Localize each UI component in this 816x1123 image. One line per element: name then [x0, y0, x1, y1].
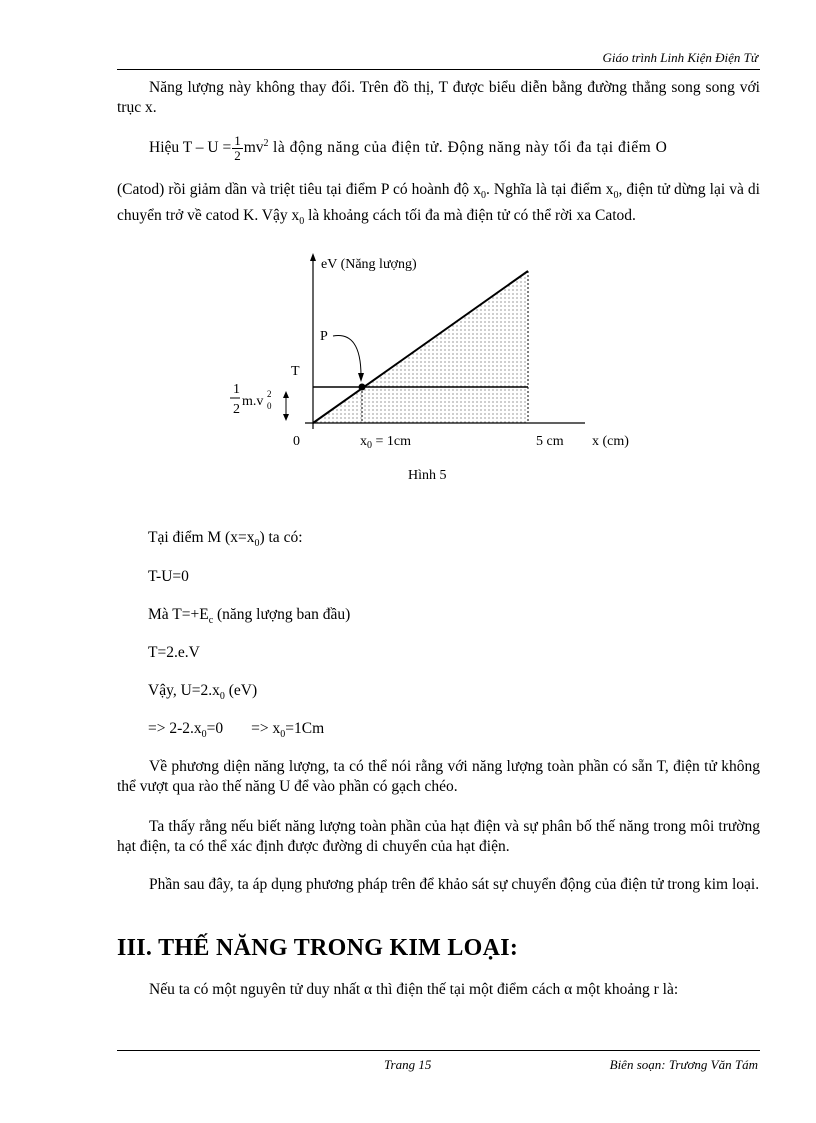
y-axis-arrow [310, 253, 316, 261]
p-label: P [320, 329, 328, 344]
line3-post: (năng lượng ban đầu) [213, 606, 351, 623]
line-point-m [148, 528, 303, 554]
kinetic-fraction-num: 1 [234, 133, 241, 149]
p3-part-c: , điện tử dừng lại và di chuyển trở về catod K. Vậy x [117, 181, 760, 225]
p7-part-c: một khoảng r là: [572, 981, 679, 998]
p3-part-a: (Catod) rồi giảm dần và triệt tiêu tại điểm P có hoành độ x [117, 181, 481, 198]
energy-diagram [200, 245, 660, 460]
p7-alpha-2: α [564, 981, 573, 998]
paragraph-energy-barrier: Về phương diện năng lượng, ta có thể nói rằng với năng lượng toàn phần có sẵn T, điện tử không thể vượt qua rào thế năng U để vào phần có gạch chéo. [117, 758, 760, 795]
line6-a: => 2-2.x [148, 720, 202, 737]
p7-part-b: thì điện thế tại một điểm cách [372, 981, 565, 998]
line-u-value [148, 681, 257, 707]
kinetic-fraction [232, 134, 243, 163]
p7-part-a: Nếu ta có một nguyên tử duy nhất [149, 981, 365, 998]
x0-label [360, 434, 411, 451]
header-title: Giáo trình Linh Kiện Điện Tử [602, 50, 758, 65]
line6-b: =0 [206, 720, 224, 737]
kinetic-mv: mv [243, 139, 264, 157]
line1-pre: Tại điểm M (x=x [148, 529, 255, 546]
kinetic-arrow-up [283, 391, 289, 398]
kinetic-mv-sup: 2 [263, 138, 269, 149]
x0-label-value: = 1cm [372, 434, 411, 449]
mv-sup: 2 [267, 389, 272, 399]
p3-sub-1: 0 [480, 190, 486, 202]
line-t-minus-u: T-U=0 [148, 568, 189, 585]
line1-sub: 0 [254, 538, 260, 550]
header-rule [117, 69, 760, 70]
footer-author: Biên soạn: Trương Văn Tám [609, 1057, 758, 1072]
line3-pre: Mà T=+E [148, 606, 209, 623]
paragraph-particle-path: Ta thấy rằng nếu biết năng lượng toàn phần của hạt điện và sự phân bố thế năng trong môi trường hạt điện, ta có thể xác định được đường di chuyển của hạt điện. [117, 818, 760, 855]
p-pointer-arrowhead [358, 373, 364, 382]
line6-d: =1Cm [285, 720, 325, 737]
line5-pre: Vậy, U=2.x [148, 682, 220, 699]
p-pointer-curve [333, 336, 361, 377]
p3-sub-3: 0 [299, 216, 305, 228]
line3-sub: c [208, 615, 214, 627]
mv-sub: 0 [267, 401, 272, 411]
line5-sub: 0 [219, 691, 225, 703]
t-label: T [291, 364, 300, 379]
mv-label: m.v [242, 394, 264, 409]
paragraph-catod [117, 180, 760, 232]
line6-c: => x [251, 720, 281, 737]
line-t-value: T=2.e.V [148, 644, 200, 661]
paragraph-kinetic-energy [149, 134, 667, 163]
line6-sub2: 0 [280, 729, 286, 741]
kinetic-arrow-down [283, 414, 289, 421]
p7-alpha-1: α [364, 981, 373, 998]
footer-page-number: Trang 15 [384, 1057, 432, 1072]
p3-sub-2: 0 [613, 190, 619, 202]
x0-label-x: x [360, 434, 367, 449]
x0-label-sub: 0 [367, 440, 372, 451]
origin-label: 0 [293, 434, 300, 449]
paragraph-atom-potential [117, 980, 760, 1000]
footer-rule [117, 1050, 760, 1051]
line5-post: (eV) [224, 682, 258, 699]
y-axis-label: eV (Năng lượng) [321, 257, 417, 272]
p3-part-d: là khoảng cách tối đa mà điện tử có thể rời xa Catod. [304, 207, 636, 225]
x-axis-label: x (cm) [592, 434, 629, 449]
line-t-equals-ec [148, 605, 350, 631]
line6-sub1: 0 [201, 729, 207, 741]
figure-caption: Hình 5 [408, 468, 447, 483]
section-heading: III. THẾ NĂNG TRONG KIM LOẠI: [117, 935, 519, 961]
kinetic-fraction-den: 2 [234, 148, 241, 164]
kinetic-text-pre: Hiệu T – U = [149, 139, 232, 157]
p3-part-b: . Nghĩa là tại điểm x [485, 181, 614, 198]
kinetic-text-post: là động năng của điện tử. Động năng này tối đa tại điểm O [268, 139, 668, 157]
x5-label: 5 cm [536, 434, 564, 449]
paragraph-method: Phần sau đây, ta áp dụng phương pháp trên để khảo sát sự chuyển động của điện tử trong kim loại. [149, 876, 760, 893]
line-result [148, 719, 324, 745]
half-den: 2 [233, 402, 240, 417]
paragraph-energy-constant: Năng lượng này không thay đổi. Trên đồ thị, T được biểu diễn bằng đường thẳng song song với trục x. [117, 79, 760, 116]
half-num: 1 [233, 382, 240, 397]
point-p [359, 384, 366, 391]
line1-post: ) ta có: [259, 529, 303, 546]
